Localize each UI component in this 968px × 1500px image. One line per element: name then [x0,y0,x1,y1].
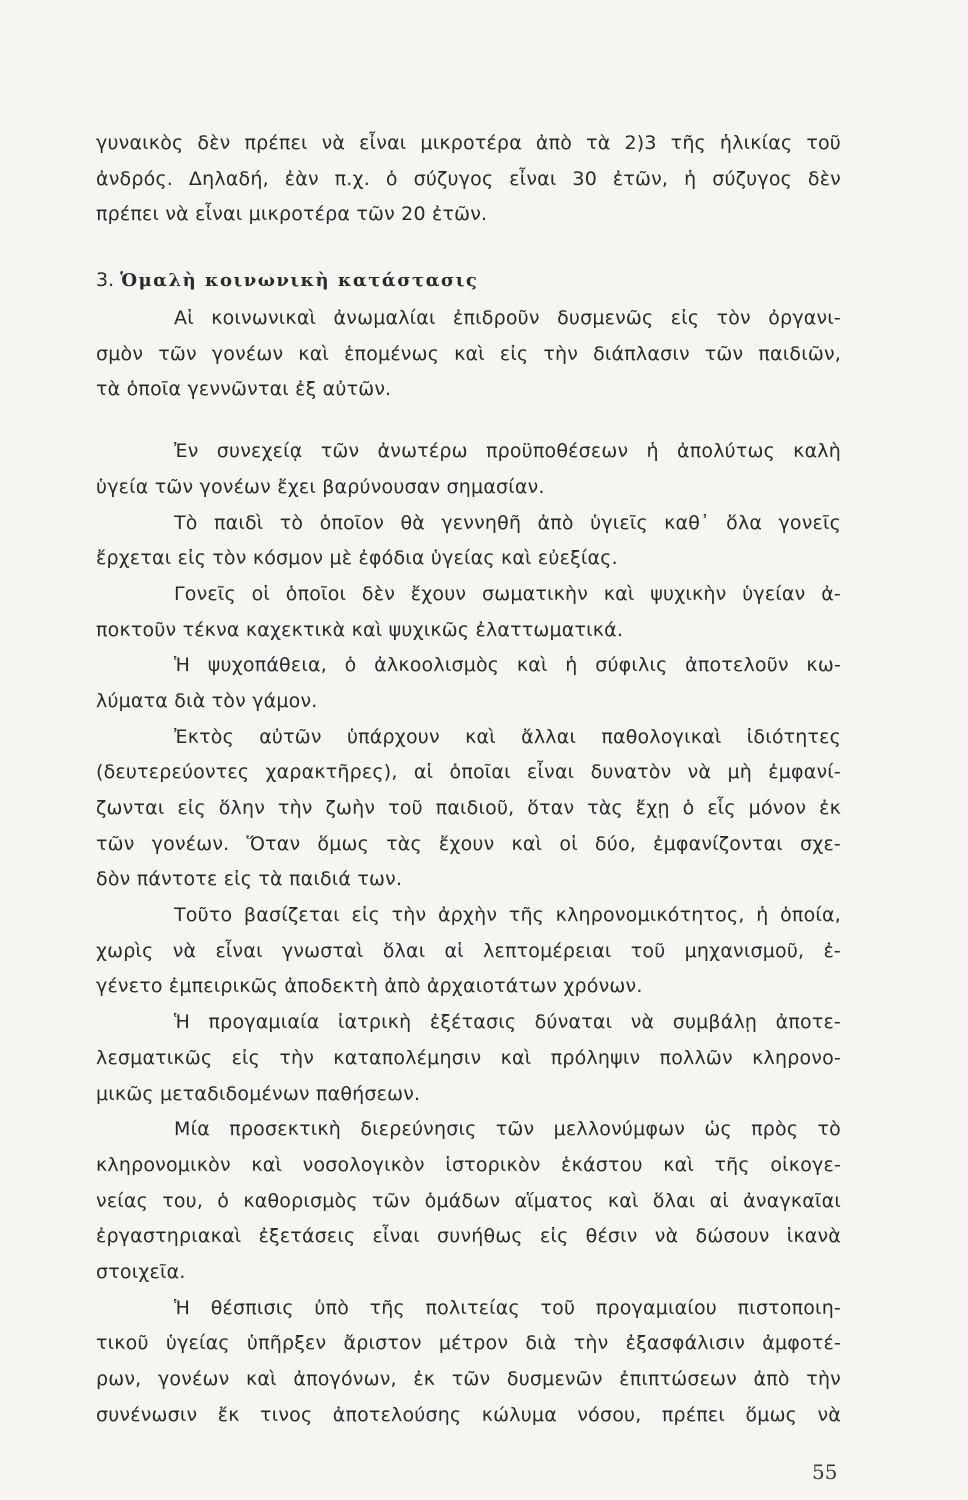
text-line: νείας του, ὁ καθορισμὸς τῶν ὁμάδων αἵματος καὶ ὅλαι αἱ ἀναγκαῖαι [96,1189,841,1212]
text-line: Γονεῖς οἱ ὁποῖοι δὲν ἔχουν σωματικὴν καὶ ψυχικὴν ὑγείαν ἀ- [174,582,841,605]
text-line: κληρονομικὸν καὶ νοσολογικὸν ἱστορικὸν ἑκάστου καὶ τῆς οἰκογε- [96,1153,841,1176]
text-line: χωρὶς νὰ εἶναι γνωσταὶ ὅλαι αἱ λεπτομέρειαι τοῦ μηχανισμοῦ, ἐ- [96,939,841,962]
text-line: ρων, γονέων καὶ ἀπογόνων, ἐκ τῶν δυσμενῶν ἐπιπτώσεων ἀπὸ τὴν [96,1368,841,1390]
text-line: μικῶς μεταδιδομένων παθήσεων. [96,1082,421,1105]
text-line: τικοῦ ὑγείας ὑπῆρξεν ἄριστον μέτρον διὰ τὴν ἐξασφάλισιν ἀμφοτέ- [96,1332,841,1355]
text-line: τὰ ὁποῖα γεννῶνται ἐξ αὐτῶν. [96,378,392,401]
paragraph-health [96,434,841,1433]
document-page [96,126,841,1433]
text-line: τῶν γονέων. Ὅταν ὅμως τὰς ἔχουν καὶ οἱ δύο, ἐμφανίζονται σχε- [96,832,841,855]
text-line: Ἡ προγαμιαία ἰατρικὴ ἐξέτασις δύναται νὰ συμβάλῃ ἀποτε- [174,1011,841,1034]
text-line: γένετο ἐμπειρικῶς ἀποδεκτὴ ἀπὸ ἀρχαιοτάτων χρόνων. [96,975,643,998]
text-line: Τοῦτο βασίζεται εἰς τὴν ἀρχὴν τῆς κληρονομικότητος, ἡ ὁποία, [174,904,841,927]
text-line: γυναικὸς δὲν πρέπει νὰ εἶναι μικροτέρα ἀπὸ τὰ 2)3 τῆς ἡλικίας τοῦ [96,132,841,154]
text-line: λύματα διὰ τὸν γάμον. [96,689,318,712]
page-number: 55 [812,1460,838,1484]
text-line: πρέπει νὰ εἶναι μικροτέρα τῶν 20 ἐτῶν. [96,203,488,226]
text-line: Ἡ θέσπισις ὑπὸ τῆς πολιτείας τοῦ προγαμιαίου πιστοποιη- [174,1296,841,1319]
text-line: (δευτερεύοντες χαρακτῆρες), αἱ ὁποῖαι εἶναι δυνατὸν νὰ μὴ ἐμφανί- [96,761,841,784]
text-line: ὑγεία τῶν γονέων ἔχει βαρύνουσαν σημασίαν. [96,475,545,498]
section-number: 3. [96,269,115,292]
text-line: ἐργαστηριακαὶ ἐξετάσεις εἶναι συνήθως εἰς θέσιν νὰ δώσουν ἱκανὰ [96,1225,841,1248]
text-line: ποκτοῦν τέκνα καχεκτικὰ καὶ ψυχικῶς ἐλαττωματικά. [96,618,624,641]
paragraph-age-rule [96,126,841,233]
text-line: στοιχεῖα. [96,1260,186,1283]
text-line: ζωνται εἰς ὅλην τὴν ζωὴν τοῦ παιδιοῦ, ὅταν τὰς ἔχῃ ὁ εἷς μόνον ἐκ [96,797,841,819]
text-line: Ἡ ψυχοπάθεια, ὁ ἀλκοολισμὸς καὶ ἡ σύφιλις ἀποτελοῦν κω- [174,654,841,677]
text-line: ἔρχεται εἰς τὸν κόσμον μὲ ἐφόδια ὑγείας καὶ εὐεξίας. [96,547,618,570]
section-title: Ὁμαλὴ κοινωνικὴ κατάστασις [120,270,479,292]
text-line: λεσματικῶς εἰς τὴν καταπολέμησιν καὶ πρόληψιν πολλῶν κληρονο- [96,1046,841,1069]
text-line: Μία προσεκτικὴ διερεύνησις τῶν μελλονύμφων ὡς πρὸς τὸ [174,1118,841,1141]
paragraph-social [96,301,841,408]
paragraph-gap [96,408,841,434]
text-line: Ἐν συνεχείᾳ τῶν ἀνωτέρω προϋποθέσεων ἡ ἀπολύτως καλὴ [174,440,841,463]
text-line: σμὸν τῶν γονέων καὶ ἑπομένως καὶ εἰς τὴν διάπλασιν τῶν παιδιῶν, [96,342,841,365]
text-line: δὸν πάντοτε εἰς τὰ παιδιά των. [96,868,403,891]
section-heading [96,259,841,301]
text-line: ἀνδρός. Δηλαδή, ἐὰν π.χ. ὁ σύζυγος εἶναι 30 ἐτῶν, ἡ σύζυγος δὲν [96,167,841,190]
text-line: συνένωσιν ἔκ τινος ἀποτελούσης κώλυμα νόσου, πρέπει ὅμως νὰ [96,1403,841,1426]
text-line: Αἱ κοινωνικαὶ ἀνωμαλίαι ἐπιδροῦν δυσμενῶς εἰς τὸν ὀργανι- [174,307,841,330]
text-line: Τὸ παιδὶ τὸ ὁποῖον θὰ γεννηθῆ ἀπὸ ὑγιεῖς καθ᾿ ὅλα γονεῖς [174,511,841,534]
text-line: Ἐκτὸς αὐτῶν ὑπάρχουν καὶ ἄλλαι παθολογικαὶ ἰδιότητες [174,725,841,748]
